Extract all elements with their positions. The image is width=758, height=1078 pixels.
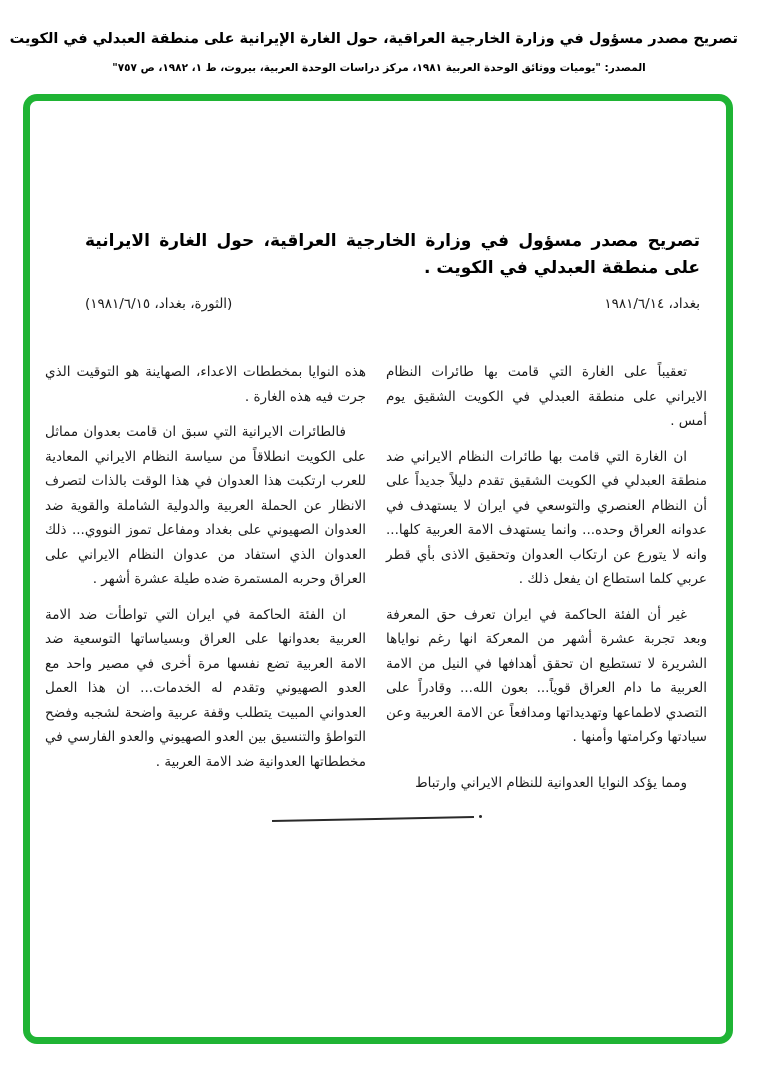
paragraph: هذه النوايا بمخططات الاعداء، الصهاينة هو التوقيت الذي جرت فيه هذه الغارة . [45, 364, 366, 405]
paragraph: غير أن الفئة الحاكمة في ايران تعرف حق المعرفة وبعد تجربة عشرة أشهر من المعركة انها رغم نواياها الشريرة لا تستطيع ان تحقق أهدافها في النيل من الامة العربية ما دام العراق قوياً... بعون الله... وقادراً على التصدي لاطماعها وتهديداتها ومدافعاً عن الامة العربية وعن سيادتها وكرامتها وأمنها . [386, 606, 707, 745]
separator-line [272, 816, 474, 822]
paragraph: تعقيباً على الغارة التي قامت بها طائرات النظام الايراني على منطقة العبدلي في الكويت الشقيق يوم أمس . [386, 364, 707, 429]
header-source-line: المصدر: "يوميات ووثائق الوحدة العربية ١٩٨١، مركز دراسات الوحدة العربية، بيروت، ط ١، ١٩٨٢، ص ٧٥٧" [112, 62, 646, 74]
document-frame [23, 94, 733, 1044]
dateline-row [85, 296, 700, 312]
dateline-right: بغداد، ١٩٨١/٦/١٤ [604, 296, 700, 312]
dateline-left: (الثورة، بغداد، ١٩٨١/٦/١٥) [85, 296, 233, 312]
separator-dot [479, 815, 482, 818]
paragraph: فالطائرات الايرانية التي سبق ان قامت بعدوان مماثل على الكويت انطلاقاً من سياسة النظام الايراني المعادية للعرب ارتكبت هذا العدوان في هذا الوقت بالذات لتصرف الانظار عن الحملة العربية والدولية الشاملة والقوية ضد العدوان الصهيوني على بغداد ومفاعل تموز النووي... ذلك العدوان الذي استفاد من عدوان النظام الايراني على العراق وحربه المستمرة ضده طيلة عشرة أشهر . [45, 424, 366, 587]
header-title: تصريح مصدر مسؤول في وزارة الخارجية العراقية، حول الغارة الإيرانية على منطقة العبدلي في الكويت [9, 31, 738, 47]
column-left [45, 360, 366, 806]
column-right [386, 360, 707, 806]
paragraph: ان الغارة التي قامت بها طائرات النظام الايراني ضد منطقة العبدلي في الكويت الشقيق تقدم دليلاً جديداً على أن النظام العنصري والتوسعي في ايران لا يستهدف في عدوانه العراق وحده... وانما يستهدف الامة العربية كلها... وانه لا يتورع عن ارتكاب العدوان وتحقيق الاذى بأي قطر عربي كلما استطاع ان يفعل ذلك . [386, 448, 707, 587]
paragraph: ومما يؤكد النوايا العدوانية للنظام الايراني وارتباط [415, 774, 687, 791]
document-title: تصريح مصدر مسؤول في وزارة الخارجية العراقية، حول الغارة الايرانية على منطقة العبدلي في الكويت . [85, 231, 700, 278]
body-columns [45, 360, 707, 806]
paragraph: ان الفئة الحاكمة في ايران التي تواطأت ضد الامة العربية بعدوانها على العراق وبسياساتها التوسعية ضد الامة العربية تضع نفسها مرة أخرى في مصير واحد مع العدو الصهيوني وتقدم له الخدمات... ان هذا العمل العدواني المبيت يتطلب وقفة عربية واضحة لشجبه وفضح التواطؤ والتنسيق بين العدو الصهيوني والعدو الفارسي في مخططاتها العدوانية ضد الامة العربية . [45, 606, 366, 770]
